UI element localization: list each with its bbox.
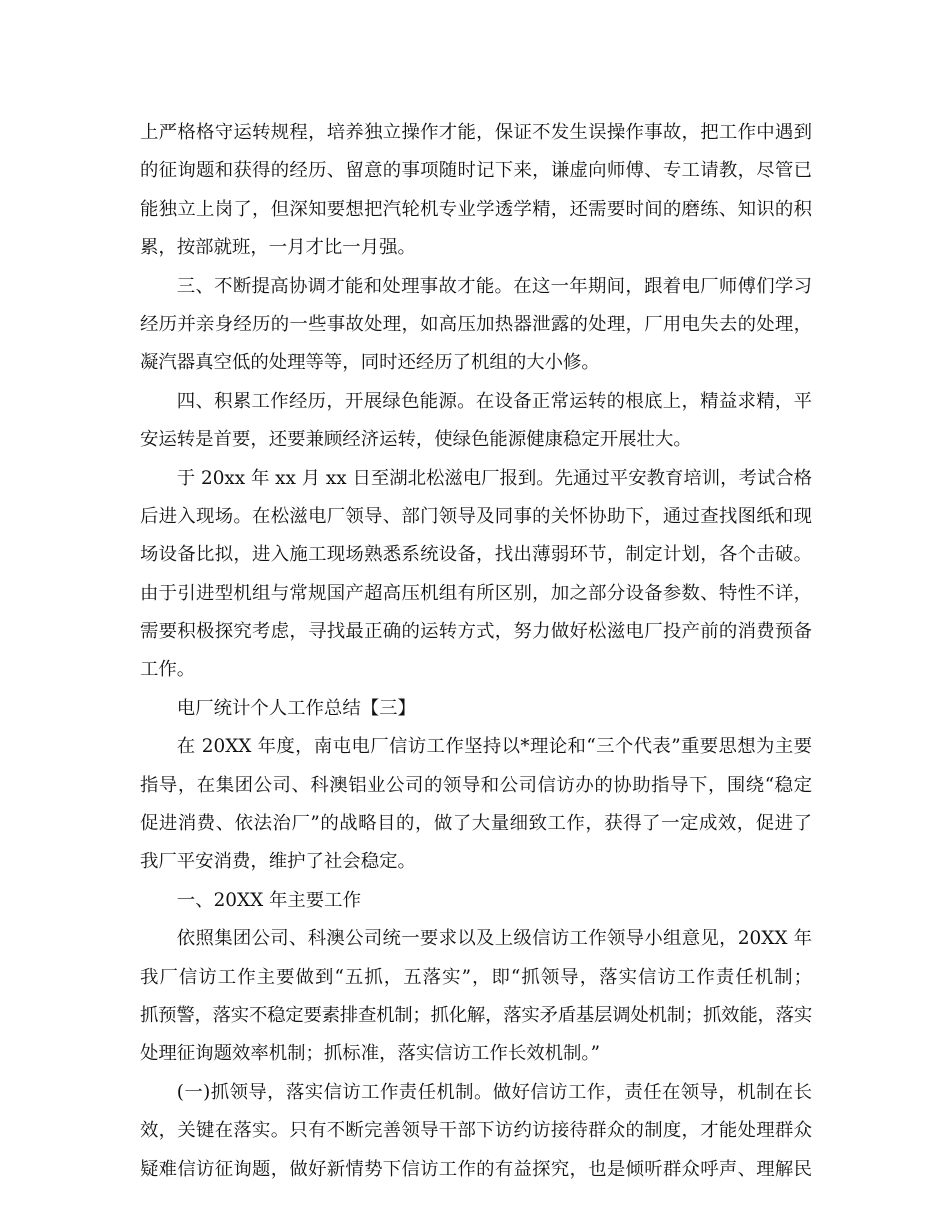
text-line: 在 20XX 年度，南屯电厂信访工作坚持以*理论和“三个代表”重要思想为主要 bbox=[176, 736, 812, 758]
text-line: 需要积极探究考虑，寻找最正确的运转方式，努力做好松滋电厂投产前的消费预备 bbox=[140, 621, 812, 643]
text-line: 我厂平安消费，维护了社会稳定。 bbox=[140, 851, 416, 873]
text-line: 凝汽器真空低的处理等等，同时还经历了机组的大小修。 bbox=[140, 352, 600, 374]
text-line: 一、20XX 年主要工作 bbox=[176, 889, 361, 911]
text-line: 三、不断提高协调才能和处理事故才能。在这一年期间，跟着电厂师傅们学习 bbox=[176, 275, 812, 297]
text-line: 上严格格守运转规程，培养独立操作才能，保证不发生误操作事故，把工作中遇到 bbox=[140, 122, 812, 143]
text-line: 累，按部就班，一月才比一月强。 bbox=[140, 237, 416, 259]
text-line: 场设备比拟，进入施工现场熟悉系统设备，找出薄弱环节，制定计划，各个击破。 bbox=[140, 544, 812, 566]
text-line: 于 20xx 年 xx 月 xx 日至湖北松滋电厂报到。先通过平安教育培训，考试合格 bbox=[176, 467, 812, 489]
text-line: 疑难信访征询题，做好新情势下信访工作的有益探究，也是倾听群众呼声、理解民 bbox=[140, 1158, 812, 1180]
text-line: 的征询题和获得的经历、留意的事项随时记下来，谦虚向师傅、专工请教，尽管已 bbox=[140, 160, 812, 182]
text-line: 经历并亲身经历的一些事故处理，如高压加热器泄露的处理，厂用电失去的处理， bbox=[140, 313, 812, 335]
text-line: 安运转是首要，还要兼顾经济运转，使绿色能源健康稳定开展壮大。 bbox=[140, 429, 692, 451]
document-page bbox=[140, 114, 812, 1189]
text-line: 电厂统计个人工作总结【三】 bbox=[176, 697, 416, 719]
text-line: 我厂信访工作主要做到“五抓，五落实”，即“抓领导，落实信访工作责任机制； bbox=[140, 966, 812, 988]
text-line: 后进入现场。在松滋电厂领导、部门领导及同事的关怀协助下，通过查找图纸和现 bbox=[140, 505, 812, 527]
text-line: (一)抓领导，落实信访工作责任机制。做好信访工作，责任在领导，机制在长 bbox=[176, 1081, 812, 1103]
text-line: 效，关键在落实。只有不断完善领导干部下访约访接待群众的制度，才能处理群众 bbox=[140, 1120, 812, 1142]
text-line: 促进消费、依法治厂”的战略目的，做了大量细致工作，获得了一定成效，促进了 bbox=[140, 813, 812, 835]
text-line: 工作。 bbox=[140, 659, 196, 681]
text-line: 处理征询题效率机制；抓标准，落实信访工作长效机制。” bbox=[140, 1043, 600, 1065]
text-line: 由于引进型机组与常规国产超高压机组有所区别，加之部分设备参数、特性不详， bbox=[140, 582, 812, 604]
text-line: 抓预警，落实不稳定要素排查机制；抓化解，落实矛盾基层调处机制；抓效能，落实 bbox=[140, 1004, 812, 1026]
text-line: 四、积累工作经历，开展绿色能源。在设备正常运转的根底上，精益求精，平 bbox=[176, 390, 812, 412]
text-line: 指导，在集团公司、科澳铝业公司的领导和公司信访办的协助指导下，围绕“稳定 bbox=[140, 774, 812, 796]
text-line: 能独立上岗了，但深知要想把汽轮机专业学透学精，还需要时间的磨练、知识的积 bbox=[140, 198, 812, 220]
text-line: 依照集团公司、科澳公司统一要求以及上级信访工作领导小组意见，20XX 年 bbox=[176, 928, 812, 950]
